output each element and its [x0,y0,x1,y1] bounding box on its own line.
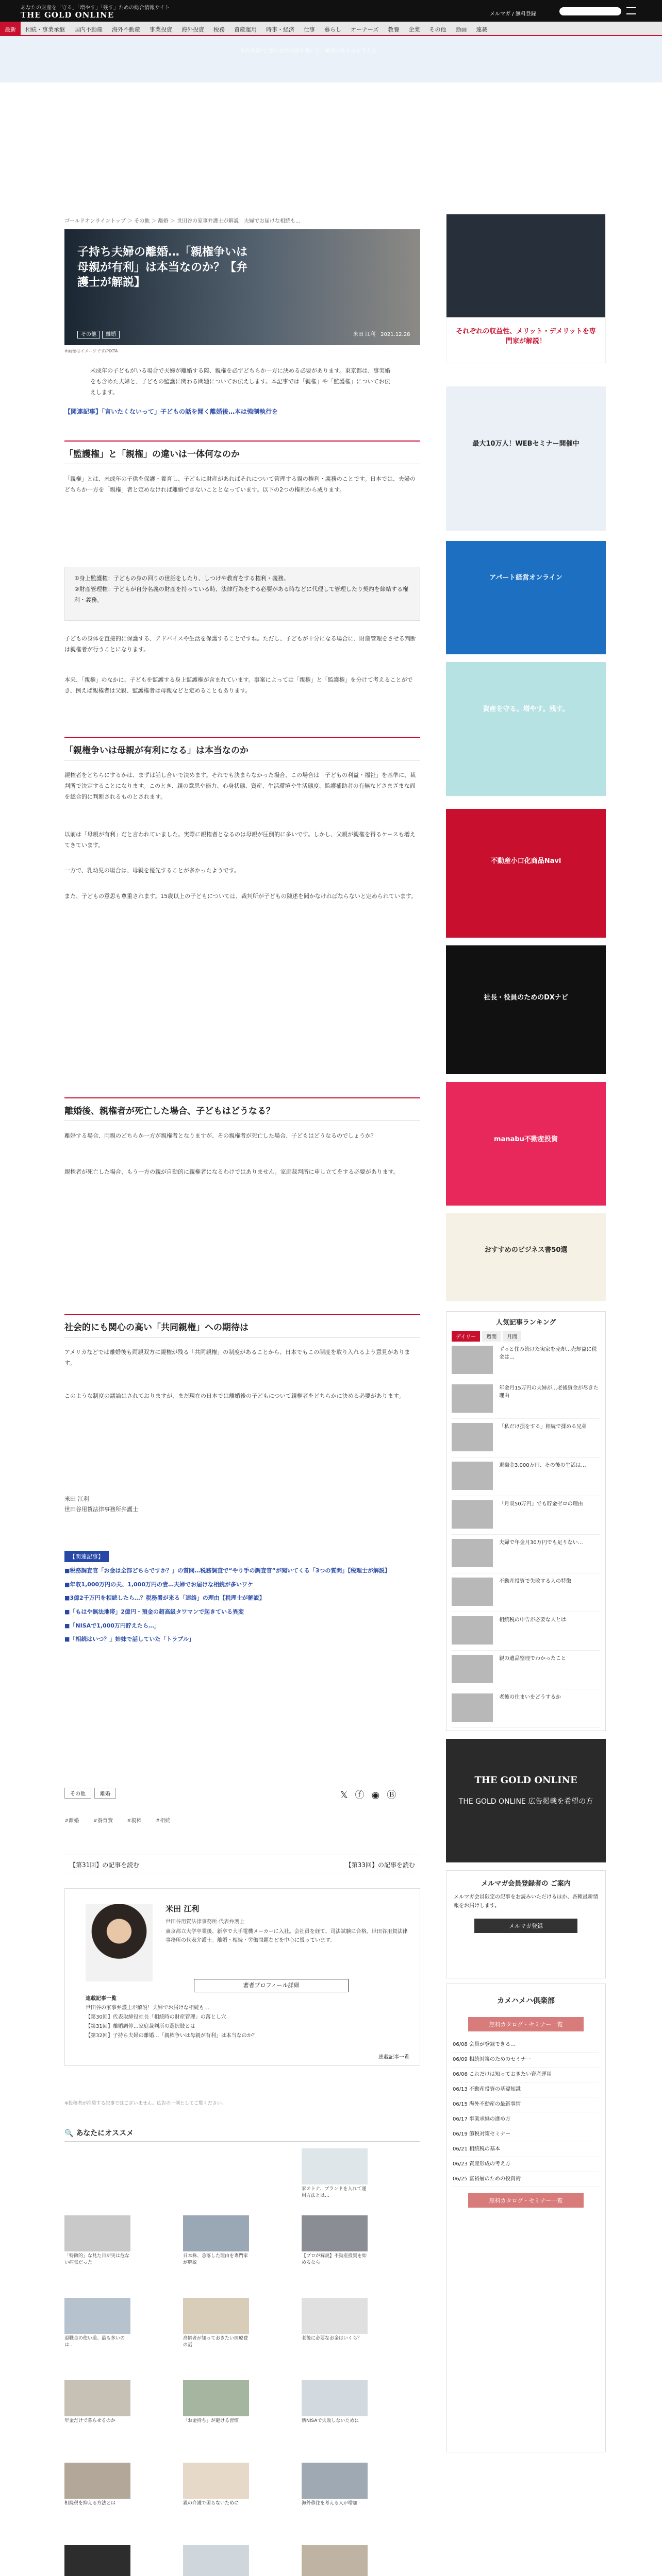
category-links [64,1816,170,1824]
related-heading: 【関連記事】 [64,1551,109,1562]
ranking-title: 相続税の申告が必要な人とは [499,1617,566,1623]
newsletter-box [446,1870,606,1978]
card-title: 親の介護で困らないために [183,2501,239,2506]
recommend-card[interactable] [64,2298,130,2354]
hatena-icon[interactable]: Ⓑ [387,1790,404,1801]
paragraph: 一方で、乳幼児の場合は、母親を優先することが多かったようです。 [64,867,240,874]
definition-item: ②財産管理権：子どもが自分名義の財産を持っている時、法律行為をする必要がある時などに代理して管理したり契約を締結する権利・義務。 [74,585,408,603]
category-link[interactable]: #相続 [155,1818,171,1824]
nav-item[interactable]: 海外投資 [181,26,204,33]
sidebar-ad[interactable] [446,1082,606,1206]
recommend-card[interactable] [302,2298,368,2354]
ad-text: それぞれの収益性、メリット・デメリットを専門家が解説！ [456,328,596,345]
recommend-card[interactable] [302,2215,368,2272]
series-item[interactable]: 【第32回】子持ち夫婦の離婚…「親権争いは母親が有利」は本当なのか？ [86,2033,257,2039]
ranking-item[interactable] [452,1419,600,1458]
club-heading: カメハメハ倶楽部 [497,1997,555,2005]
nav-item[interactable]: オーナーズ [351,26,379,33]
ad-text: 社長・役員のためのDXナビ [484,994,568,1002]
paragraph: また、子どもの意思も尊重されます。15歳以上の子どもについては、裁判所が子どもの陳述を聞かなければならないと定められています。 [64,893,417,900]
ad-disclaimer: ※投稿者が推奨する記事ではございません。広告の一例としてご覧ください。 [64,2101,227,2106]
profile-bio: 東京都立大学卒業後、新卒で大手電機メーカーに入社。会社員を経て、司法試験に合格。世田谷用賀法律事務所の代表弁護士。離婚・相続・労働問題などを中心に扱っています。 [166,1929,408,1943]
tag[interactable]: 離婚 [94,1788,116,1799]
club-item[interactable]: 06/19 節税対策セミナー [453,2127,599,2142]
paragraph: 「親権」とは、未成年の子供を保護・養育し、子どもに財産があればそれについて管理する親の権利・義務のことです。日本では、夫婦のどちらか一方を「親権」者と定めなければ離婚できないこととなっています。以下の2つの権利から成ります。 [64,476,416,493]
club-item[interactable]: 06/06 これだけは知っておきたい資産運用 [453,2067,599,2082]
nav-item[interactable]: 仕事 [304,26,315,33]
tag[interactable]: その他 [64,1788,91,1799]
card-title: 「特徴的」な見た目が実は危ない病気だった [64,2253,130,2265]
tag[interactable]: 離婚 [102,331,120,338]
ranking-title: ずっと住み続けた実家を売却…売却益に税金は… [499,1347,597,1360]
member-link[interactable]: メルマガ / 無料登録 [490,11,536,17]
series-item[interactable]: 【第31回】離婚調停…家庭裁判所の選択肢とは [86,2024,195,2029]
gold-online-ad[interactable] [446,1739,606,1862]
author-signature [64,1494,138,1515]
ranking-title: 「私だけ損をする」相続で揉める兄弟 [499,1424,587,1430]
related-item[interactable]: ■「NISAで1,000万円貯えたら…」 [64,1622,160,1629]
ad-text: 資産を守る。増やす。残す。 [483,705,569,713]
profile-org: 世田谷用賀法律事務所 代表弁護士 [166,1919,245,1925]
ad-logo: THE GOLD ONLINE [474,1775,577,1786]
global-nav [0,22,662,36]
related-item[interactable]: ■税務調査官「お金は全部どちらですか？」の質問…税務調査で“やり手の調査官”が聞いてくる「3つの質問」【税理士が解説】 [64,1567,390,1574]
ranking-item[interactable] [452,1380,600,1419]
recommend-card[interactable] [302,2380,368,2437]
ranking-title: 「月収50万円」でも貯金ゼロの理由 [499,1501,583,1507]
recommend-card[interactable] [64,2215,130,2272]
nav-item[interactable]: 海外不動産 [112,26,140,33]
recommend-card[interactable] [183,2380,249,2437]
nav-item[interactable]: 資産運用 [234,26,257,33]
section-heading: 社会的にも関心の高い「共同親権」への期待は [64,1314,420,1337]
tag[interactable]: その他 [77,331,100,338]
ranking-item[interactable] [452,1651,600,1689]
category-link[interactable]: #離婚 [64,1818,79,1824]
share-buttons [340,1788,403,1801]
x-icon[interactable]: 𝕏 [340,1790,355,1801]
definition-box [64,567,420,621]
search-icon: 🔍 [64,2129,76,2138]
ad-text: おすすめのビジネス書50選 [484,1246,568,1254]
signature-name: 米田 江利 [64,1496,89,1502]
paragraph: アメリカなどでは離婚後も両親双方に親権が残る「共同親権」の制度があることから、日本でもこの制度を取り入れるよう意見があります。 [64,1349,410,1366]
facebook-icon[interactable]: ⓕ [355,1790,372,1801]
paragraph: 親権者が死亡した場合、もう一方の親が自動的に親権者になるわけではありません。家庭裁判所に申し立てをする必要があります。 [64,1168,399,1175]
site-header [0,0,662,22]
ranking-item[interactable] [452,1496,600,1535]
ad-text: アパート経営オンライン [489,574,562,582]
article-tags [64,1788,119,1799]
page-title: 子持ち夫婦の離婚…「親権争いは母親が有利」は本当なのか？【弁護士が解説】 [77,246,248,290]
section-heading: 離婚後、親権者が死亡した場合、子どもはどうなる？ [64,1097,420,1121]
ranking-item[interactable] [452,1458,600,1496]
paragraph: 親権者をどちらにするかは、まずは話し合いで決めます。それでも決まらなかった場合、この場合は「子どもの利益・福祉」を基準に、裁判所で決定することになります。このとき、親の意思や能力、心身状態、資産、生活環境や生活態度、監護補助者の有無などさまざまな面を総合的に判断されるものとされます。 [64,772,416,800]
recommend-card[interactable] [64,2545,130,2576]
section-heading: 「親権争いは母親が有利になる」は本当なのか [64,737,420,760]
related-item[interactable]: ■年収1,000万円の夫、1,000万円の妻…夫婦でお届けな相続が多いワケ [64,1581,253,1588]
section-heading: 「監護権」と「親権」の違いは一体何なのか [64,440,420,464]
ad-text: manabu不動産投資 [494,1136,558,1143]
nav-item[interactable]: 相続・事業承継 [25,26,65,33]
club-item[interactable]: 06/09 相続対策のためのセミナー [453,2053,599,2067]
nav-item[interactable]: 連載 [476,26,488,33]
line-icon[interactable]: ◉ [371,1790,387,1801]
sidebar-ad[interactable] [446,214,606,363]
top-banner-ad[interactable] [0,36,662,82]
nav-item[interactable]: 国内不動産 [74,26,103,33]
sidebar-ad[interactable] [446,1213,606,1301]
card-title: 家オトナ、ブランドを入れて運用方法とは… [302,2187,367,2198]
related-item[interactable]: ■「もはや無法地帯」2億円・預金の超高級タワマンで起きている異変 [64,1608,244,1616]
author-profile [64,1888,420,2066]
newsletter-body: メルマガ会員限定の記事をお読みいただけるほか、各種最新情報をお届けします。 [454,1894,598,1909]
club-item[interactable]: 06/25 富裕層のための投資術 [453,2172,599,2187]
series-more-link[interactable]: 連載記事一覧 [378,2055,409,2060]
series-item[interactable]: 【第30回】代表取締役社長「相続時の財産管理」の落とし穴 [86,2014,226,2020]
club-item[interactable]: 06/17 事業承継の進め方 [453,2112,599,2127]
site-tagline: あなたの財産を「守る」「増やす」「残す」ための総合情報サイト [21,5,170,11]
newsletter-heading: メルマガ会員登録者の ご案内 [481,1880,571,1888]
ranking-widget [446,1311,606,1731]
club-item[interactable]: 06/13 不動産投資の基礎知識 [453,2082,599,2097]
card-title: 「お金持ち」が避ける習慣 [183,2418,239,2424]
related-articles [64,1551,420,1649]
nav-item[interactable]: その他 [429,26,446,33]
card-title: 高齢者が知っておきたい医療費の話 [183,2336,249,2348]
sidebar-ad[interactable] [446,662,606,796]
avatar [86,1904,153,1981]
paragraph: 離婚する場合、両親のどちらか一方が親権者となりますが、その親権者が死亡した場合、子どもはどうなるのでしょうか？ [64,1132,376,1139]
recommend-card[interactable] [64,2463,130,2519]
recommend-card[interactable] [302,2545,368,2576]
club-item[interactable]: 06/15 海外不動産の最新事情 [453,2097,599,2112]
ranking-item[interactable] [452,1573,600,1612]
card-title: 年金だけで暮らせるのか [64,2418,115,2424]
signature-org: 世田谷用賀法律事務所弁護士 [64,1505,138,1513]
author-name[interactable]: 米田 江利 [353,332,376,337]
profile-name: 米田 江利 [166,1904,200,1913]
ranking-item[interactable] [452,1689,600,1728]
tab-weekly[interactable]: 週間 [482,1331,501,1342]
ad-text: 最大10万人！WEBセミナー開催中 [472,440,580,448]
sidebar-ad[interactable] [446,541,606,654]
recommend-heading [64,2128,420,2142]
club-item[interactable]: 06/21 相続税の基本 [453,2142,599,2157]
card-title: 新NISAで失敗しないために [302,2418,359,2424]
recommend-card[interactable] [302,2463,368,2519]
recommend-card[interactable] [302,2148,368,2205]
ranking-title: 不動産投資で失敗する人の特徴 [499,1579,571,1584]
club-button[interactable]: 無料カタログ・セミナー一覧 [468,2017,584,2031]
recommend-card[interactable] [183,2298,249,2354]
category-link[interactable]: #養育費 [93,1818,113,1824]
ranking-heading: 人気記事ランキング [495,1319,556,1327]
nav-item[interactable]: 事業投資 [150,26,172,33]
sidebar-ad[interactable] [446,386,606,531]
paragraph: このような制度の議論はされておりますが、まだ現在の日本では離婚後の子どもについて親権者をどちらかに決める必要があります。 [64,1393,404,1399]
ranking-title: 夫婦で年金月30万円でも足りない… [499,1540,583,1546]
ranking-item[interactable] [452,1535,600,1573]
card-title: 海外移住を考える人が増加 [302,2501,358,2506]
nav-item[interactable]: 暮らし [324,26,341,33]
next-article-link[interactable]: 【第33回】の記事を読む [345,1861,415,1869]
definition-item: ①身上監護権：子どもの身の回りの世話をしたり、しつけや教育をする権利・義務。 [74,575,289,582]
article-tags-top [77,330,120,337]
series-list [86,1994,400,2041]
club-item[interactable]: 06/08 会員が登録できる… [453,2038,599,2053]
card-title: 【プロが解説】不動産投資を始めるなら [302,2253,367,2265]
club-item[interactable]: 06/23 資産形成の考え方 [453,2157,599,2172]
ranking-item[interactable] [452,1612,600,1651]
breadcrumb[interactable]: ゴールドオンライントップ ＞ その他 ＞ 離婚 ＞ 世田谷の家事弁護士が解説！夫婦でお届けな相続も... [64,218,301,224]
ad-text: THE GOLD ONLINE 広告掲載を希望の方 [458,1798,593,1806]
ranking-title: 老後の住まいをどうするか [499,1694,561,1700]
nav-item[interactable]: 税務 [213,26,225,33]
publish-date: 2021.12.28 [380,332,410,337]
site-logo[interactable]: THE GOLD ONLINE [21,10,114,20]
related-item[interactable]: ■「相続はいつ？」姉妹で話していた「トラブル」 [64,1636,194,1643]
nav-item[interactable]: 最新 [0,22,21,37]
card-title: 老後に必要なお金はいくら？ [302,2336,362,2341]
related-link[interactable]: 【関連記事】「言いたくないって」子どもの話を聞く離婚後…本は強制執行を [64,408,278,415]
series-item[interactable]: 世田谷の家事弁護士が解説！夫婦でお届けな相続も… [86,2005,209,2011]
recommend-card[interactable] [183,2215,249,2272]
category-link[interactable]: #親権 [127,1818,142,1824]
ranking-tabs [452,1331,600,1342]
nav-item[interactable]: 企業 [408,26,420,33]
nav-item[interactable]: 時事・経済 [266,26,294,33]
sidebar-ad[interactable] [446,945,606,1074]
tab-daily[interactable]: デイリー [452,1331,480,1342]
ad-text: 不動産小口化商品Navi [490,857,561,865]
kamehameha-club [446,1984,606,2452]
article-hero [64,229,420,345]
recommend-card[interactable] [64,2380,130,2437]
card-title: 日本株、急落した理由を専門家が解説 [183,2253,249,2265]
recommend-card[interactable] [183,2545,249,2576]
nav-item[interactable]: 教養 [388,26,400,33]
ranking-item[interactable] [452,1342,600,1380]
recommend-card[interactable] [183,2463,249,2519]
profile-detail-button[interactable]: 著者プロフィール詳細 [194,1979,349,1992]
tab-monthly[interactable]: 月間 [503,1331,521,1342]
ranking-title: 退職金3,000万円、その後の生活は… [499,1463,586,1468]
photo-caption: ※画像はイメージです/PIXTA [64,349,118,353]
related-item[interactable]: ■3億2千万円を相続したら…？税務署が来る「連絡」の理由【税理士が解説】 [64,1595,265,1602]
ranking-title: 年金月15万円の夫婦が…老後資金が尽きた理由 [499,1385,599,1399]
prev-article-link[interactable]: 【第31回】の記事を読む [70,1861,140,1869]
recommend-title: あなたにオススメ [76,2129,134,2138]
nav-item[interactable]: 動画 [455,26,467,33]
ranking-title: 親の遺品整理でわかったこと [499,1656,566,1662]
paragraph: 本来、「親権」のなかに、子どもを監護する身上監護権が含まれています。事案によっては「親権」と「監護権」を分けて考えることができ、例えば親権者は父親、監護権者は母親などと定めることもあります。 [64,676,413,694]
article-lead: 未成年の子どもがいる場合で夫婦が離婚する際、親権を必ずどちらか一方に決める必要があります。東京都は、事実婚をも含めた夫婦と、子どもの監護に関わる問題についてお伝えします。本記事では「親権」や「監護権」についてお伝えします。 [90,367,391,396]
paragraph: 子どもの身体を直接的に保護する、アドバイスや生活を保護することですね。ただし、子どもが十分になる場合に、財産管理をさせる判断は親権者が行うことになります。 [64,635,416,653]
card-title: 退職金の使い道、最も多いのは… [64,2336,125,2348]
paragraph: 以前は「母親が有利」だと言われていました。実際に親権者となるのは母親が圧倒的に多いです。しかし、父親が親権を得るケースも増えてきています。 [64,831,416,849]
sidebar-ad[interactable] [446,809,606,938]
banner-text: “年の差婚”に強い女性の話を聞いて、婚活のあり方を考える [237,48,377,54]
card-title: 相続税を抑える方法とは [64,2501,116,2506]
search-input[interactable] [559,7,621,15]
menu-icon[interactable] [626,7,636,14]
newsletter-button[interactable]: メルマガ登録 [474,1919,577,1933]
article-byline [353,330,410,337]
series-heading: 連載記事一覧 [86,1996,117,2002]
club-button-bottom[interactable]: 無料カタログ・セミナー一覧 [468,2193,584,2208]
article-pager [64,1855,420,1873]
